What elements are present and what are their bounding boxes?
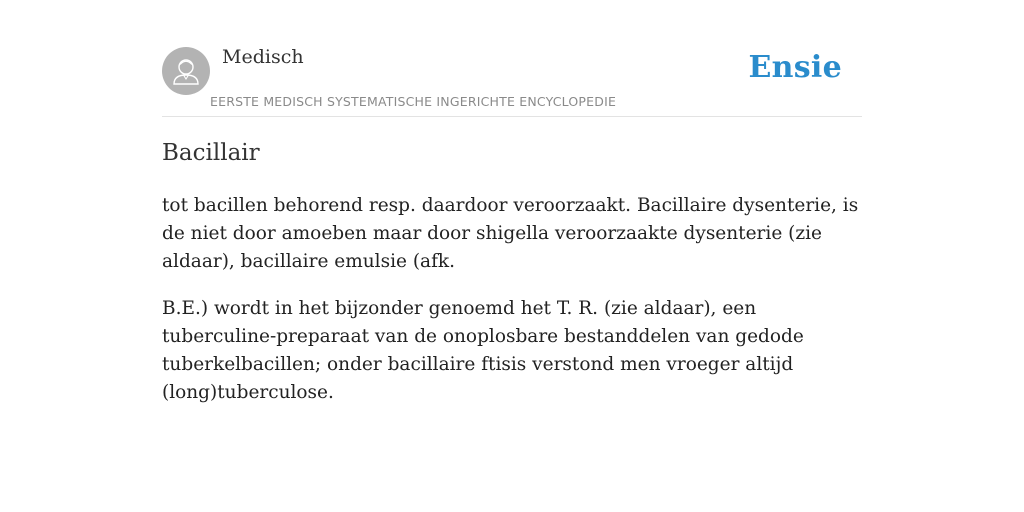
entry-paragraph-2: B.E.) wordt in het bijzonder genoemd het T. R. (zie aldaar), een tuberculine-preparaat van de onoplosbare bestanddelen van gedode tuberkelbacillen; onder bacillaire ftisis verstond men vroeger altijd (long)tuberculose.	[162, 298, 804, 403]
page-title: Bacillair	[162, 140, 260, 166]
author-name[interactable]: Medisch	[222, 46, 304, 68]
entry-header	[162, 0, 862, 117]
entry-body	[162, 192, 862, 426]
source-subtitle[interactable]: EERSTE MEDISCH SYSTEMATISCHE INGERICHTE ENCYCLOPEDIE	[210, 94, 617, 109]
brand-logo[interactable]: Ensie	[748, 50, 842, 85]
entry-paragraph-1: tot bacillen behorend resp. daardoor veroorzaakt. Bacillaire dysenterie, is de niet door amoeben maar door shigella veroorzaakte dysenterie (zie aldaar), bacillaire emulsie (afk.	[162, 195, 859, 272]
user-silhouette-icon	[162, 47, 210, 95]
avatar[interactable]	[162, 47, 210, 95]
